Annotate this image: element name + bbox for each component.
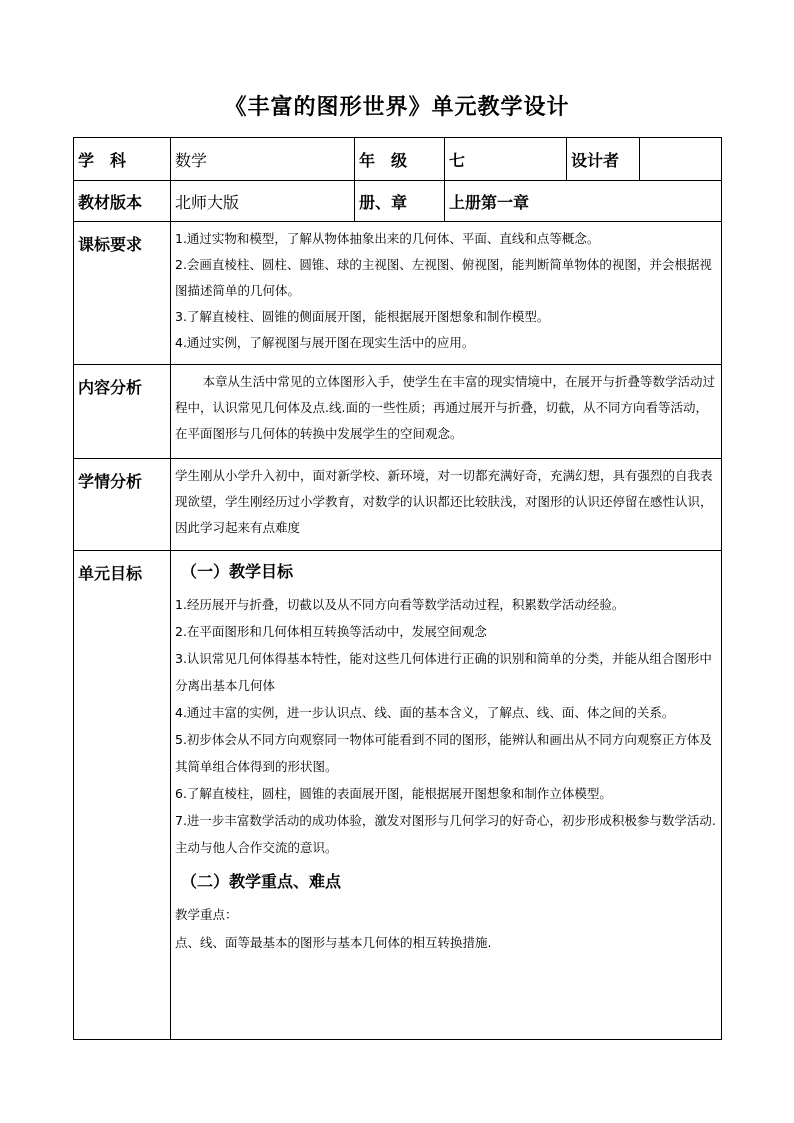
row-edition — [74, 181, 722, 222]
content-analysis-label: 内容分析 — [74, 365, 171, 459]
content-analysis-text: 本章从生活中常见的立体图形入手，使学生在丰富的现实情境中，在展开与折叠等数学活动过程中，认识常见几何体及点.线.面的一些性质；再通过展开与折叠，切截，从不同方向看等活动，在平面图形与几何体的转换中发展学生的空间观念。 — [175, 374, 716, 441]
key-points-text: 点、线、面等最基本的图形与基本几何体的相互转换措施. — [175, 935, 492, 950]
subject-label: 学 科 — [74, 138, 171, 181]
goal-item: 4.通过丰富的实例，进一步认识点、线、面的基本含义，了解点、线、面、体之间的关系。 — [175, 705, 675, 720]
teaching-goals-heading: （一）教学目标 — [181, 562, 294, 581]
goal-item: 7.进一步丰富数学活动的成功体验，激发对图形与几何学习的好奇心，初步形成积极参与数学活动.主动与他人合作交流的意识。 — [175, 813, 716, 855]
row-student-analysis — [74, 459, 722, 551]
unit-goals-cell — [171, 551, 722, 1040]
student-analysis-cell — [171, 459, 722, 551]
key-points-label: 教学重点： — [175, 907, 238, 922]
grade-label: 年 级 — [355, 138, 445, 181]
goal-item: 5.初步体会从不同方向观察同一物体可能看到不同的图形，能辨认和画出从不同方向观察正方体及其简单组合体得到的形状图。 — [175, 732, 712, 774]
grade-value: 七 — [445, 138, 567, 181]
unit-goals-label: 单元目标 — [74, 551, 171, 1040]
standards-item: 2.会画直棱柱、圆柱、圆锥、球的主视图、左视图、俯视图，能判断简单物体的视图，并会根据视图描述简单的几何体。 — [175, 257, 712, 298]
designer-label: 设计者 — [567, 138, 640, 181]
standards-content — [171, 222, 722, 365]
standards-item: 4.通过实例，了解视图与展开图在现实生活中的应用。 — [175, 335, 475, 350]
edition-label: 教材版本 — [74, 181, 171, 222]
edition-value: 北师大版 — [171, 181, 355, 222]
standards-item: 3.了解直棱柱、圆锥的侧面展开图，能根据展开图想象和制作模型。 — [175, 309, 550, 324]
chapter-value: 上册第一章 — [445, 181, 722, 222]
student-analysis-label: 学情分析 — [74, 459, 171, 551]
designer-value — [640, 138, 722, 181]
document-title: 《丰富的图形世界》单元教学设计 — [224, 95, 570, 120]
goal-item: 1.经历展开与折叠，切截以及从不同方向看等数学活动过程，积累数学活动经验。 — [175, 597, 625, 612]
subject-value: 数学 — [171, 138, 355, 181]
standards-label: 课标要求 — [74, 222, 171, 365]
student-analysis-text: 学生刚从小学升入初中，面对新学校、新环境，对一切都充满好奇，充满幻想，具有强烈的自我表现欲望，学生刚经历过小学教育，对数学的认识都还比较肤浅，对图形的认识还停留在感性认识，因此学习起来有点难度 — [175, 468, 713, 535]
goal-item: 6.了解直棱柱，圆柱，圆锥的表面展开图，能根据展开图想象和制作立体模型。 — [175, 786, 612, 801]
row-standards — [74, 222, 722, 365]
content-analysis-cell — [171, 365, 722, 459]
row-content-analysis — [74, 365, 722, 459]
goal-item: 2.在平面图形和几何体相互转换等活动中，发展空间观念 — [175, 624, 487, 639]
standards-item: 1.通过实物和模型，了解从物体抽象出来的几何体、平面、直线和点等概念。 — [175, 231, 600, 246]
row-unit-goals — [74, 551, 722, 1040]
key-difficult-heading: （二）教学重点、难点 — [181, 872, 342, 891]
goal-item: 3.认识常见几何体得基本特性，能对这些几何体进行正确的识别和简单的分类，并能从组合图形中分离出基本几何体 — [175, 651, 712, 693]
chapter-label: 册、章 — [355, 181, 445, 222]
unit-design-table — [73, 137, 722, 1040]
row-subject — [74, 138, 722, 181]
